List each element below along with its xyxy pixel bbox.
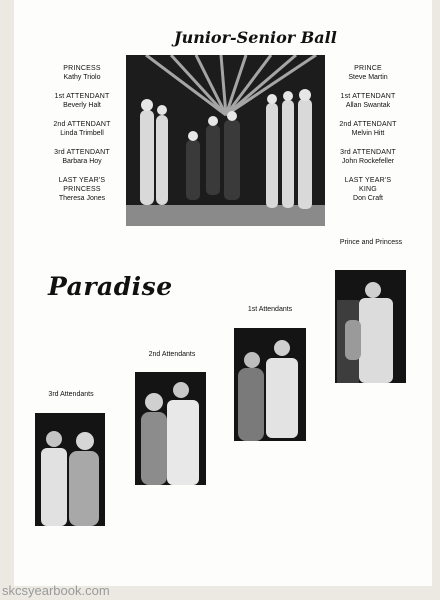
court-entry [318, 148, 418, 166]
third-attendants-photo [35, 413, 105, 526]
court-entry [32, 92, 132, 110]
prince-princess-photo [335, 270, 406, 383]
court-entry [32, 148, 132, 166]
court-name: Theresa Jones [58, 195, 106, 202]
court-name: John Rockefeller [341, 158, 395, 165]
court-name: Beverly Halt [63, 102, 101, 109]
court-group-image [126, 55, 325, 226]
court-role: LAST YEAR'S KING [344, 177, 392, 193]
court-name: Don Craft [353, 195, 383, 202]
court-name: Kathy Triolo [63, 74, 101, 81]
section-title: Paradise [48, 272, 173, 301]
court-role: 3rd ATTENDANT [340, 149, 396, 156]
court-role: PRINCESS [63, 65, 101, 72]
dancing-couple-image [234, 328, 306, 441]
dancing-couple-image [135, 372, 206, 485]
dancing-couple-image [35, 413, 105, 526]
court-entry [318, 64, 418, 82]
court-group-photo [126, 55, 325, 226]
court-name: Melvin Hitt [351, 130, 385, 137]
second-attendants-photo [135, 372, 206, 485]
court-role: 3rd ATTENDANT [54, 149, 110, 156]
photo-caption: 1st Attendants [247, 306, 293, 313]
page-title: Junior-Senior Ball [174, 28, 337, 47]
court-name: Steve Martin [348, 74, 388, 81]
court-name: Linda Trimbell [60, 130, 104, 137]
court-entry [32, 120, 132, 138]
court-entry [32, 64, 132, 82]
court-role: 1st ATTENDANT [54, 93, 110, 100]
court-entry [32, 176, 132, 203]
court-entry [318, 176, 418, 203]
watermark: skcsyearbook.com [2, 583, 110, 598]
court-name: Barbara Hoy [62, 158, 102, 165]
court-role: 1st ATTENDANT [340, 93, 396, 100]
court-role: PRINCE [354, 65, 382, 72]
first-attendants-photo [234, 328, 306, 441]
photo-caption: 3rd Attendants [48, 391, 94, 398]
photo-caption: 2nd Attendants [148, 351, 196, 358]
dancing-couple-image [335, 270, 406, 383]
court-role: 2nd ATTENDANT [53, 121, 111, 128]
photo-caption: Prince and Princess [339, 239, 403, 246]
court-entry [318, 92, 418, 110]
right-court-list [318, 64, 418, 213]
court-role: 2nd ATTENDANT [339, 121, 397, 128]
yearbook-page [14, 0, 432, 586]
court-name: Allan Swantak [345, 102, 391, 109]
court-entry [318, 120, 418, 138]
court-role: LAST YEAR'S PRINCESS [58, 177, 106, 193]
left-court-list [32, 64, 132, 213]
